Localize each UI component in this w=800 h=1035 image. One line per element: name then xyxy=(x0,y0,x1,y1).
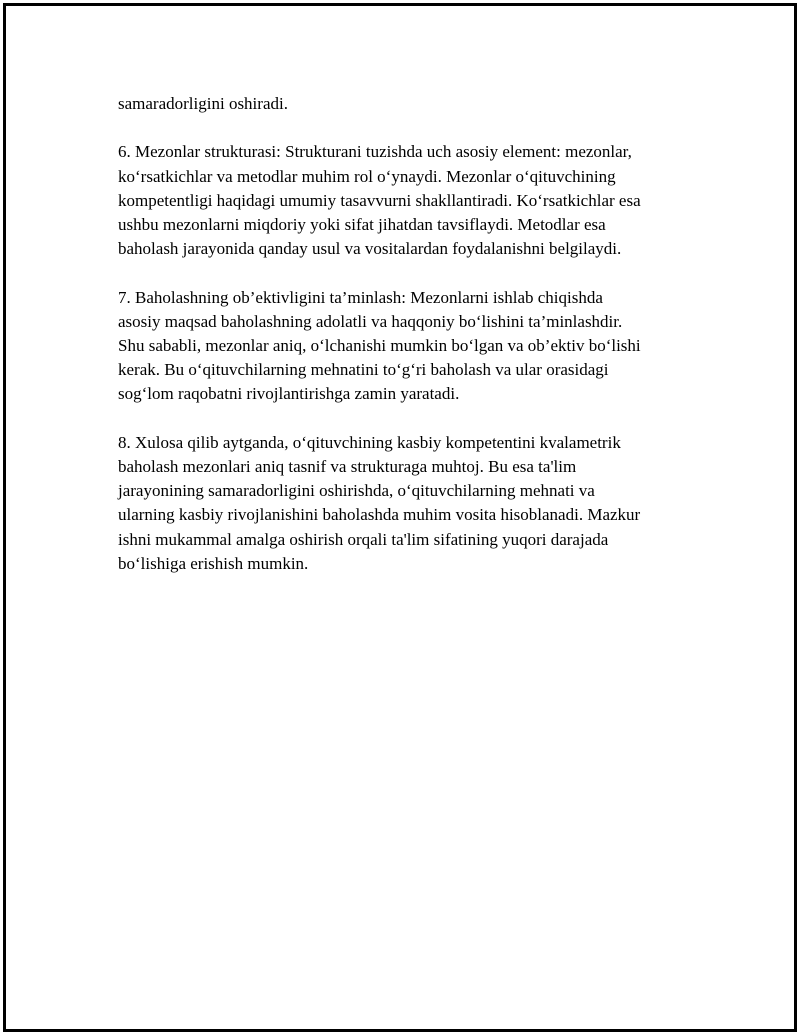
paragraph-objectivity: 7. Baholashning ob’ektivligini ta’minlash: Mezonlarni ishlab chiqishda asosiy maqsad baholashning adolatli va haqqoniy bo‘lishini ta’minlashdir. Shu sababli, mezonlar aniq, o‘lchanishi mumkin bo‘lgan va ob’ektiv bo‘lishi kerak. Bu o‘qituvchilarning mehnatini to‘g‘ri baholash va ular orasidagi sog‘lom raqobatni rivojlantirishga zamin yaratadi. xyxy=(118,287,641,404)
paragraph-continuation: samaradorligini oshiradi. xyxy=(118,94,288,113)
paragraph-conclusion: 8. Xulosa qilib aytganda, o‘qituvchining kasbiy kompetentini kvalametrik baholash mezonlari aniq tasnif va strukturaga muhtoj. Bu esa ta'lim jarayonining samaradorligini oshirishda, o‘qituvchilarning mehnati va ularning kasbiy rivojlanishini baholashda muhim vosita hisoblanadi. Mazkur ishni mukammal amalga oshirish orqali ta'lim sifatining yuqori darajada bo‘lishiga erishish mumkin. xyxy=(118,432,641,573)
paragraph-criteria-structure: 6. Mezonlar strukturasi: Strukturani tuzishda uch asosiy element: mezonlar, ko‘rsatkichlar va metodlar muhim rol o‘ynaydi. Mezonlar o‘qituvchining kompetentligi haqidagi umumiy tasavvurni shakllantiradi. Ko‘rsatkichlar esa ushbu mezonlarni miqdoriy yoki sifat jihatdan tavsiflaydi. Metodlar esa baholash jarayonida qanday usul va vositalardan foydalanishni belgilaydi. xyxy=(118,142,641,259)
document-body xyxy=(118,92,688,600)
